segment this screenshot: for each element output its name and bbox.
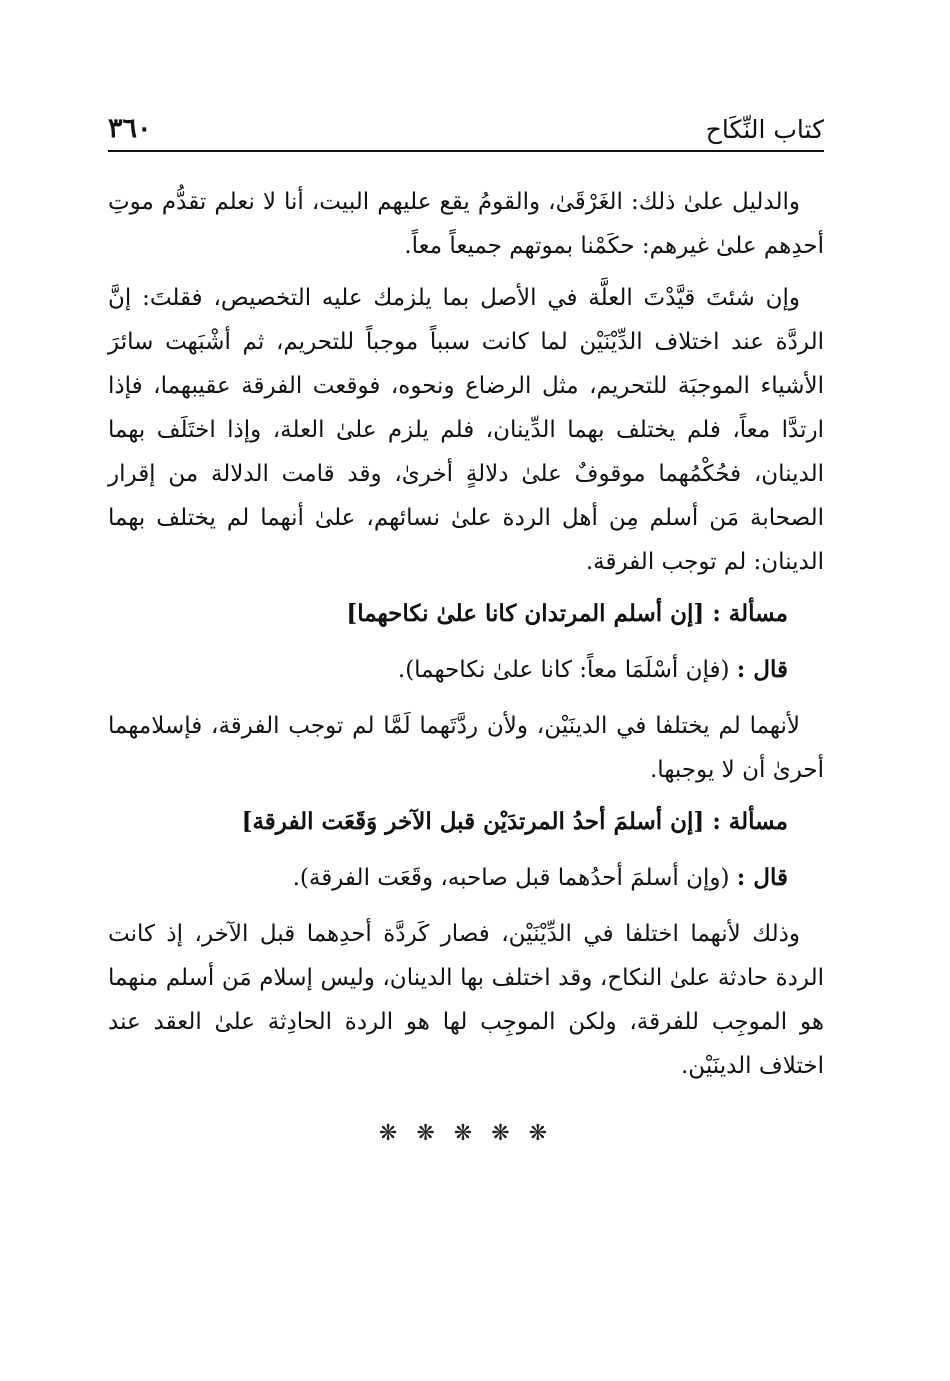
quote-text: (فإن أسْلَمَا معاً: كانا علىٰ نكاحهما). xyxy=(397,657,730,683)
quote-label: قال : xyxy=(736,864,788,891)
book-page xyxy=(108,100,824,1156)
issue-heading-2 xyxy=(108,800,824,844)
issue-label: مسألة : xyxy=(712,600,788,627)
issue-title: [إن أسلمَ أحدُ المرتدَيْن قبل الآخر وَقَعَت الفرقة] xyxy=(241,808,705,835)
quote-1 xyxy=(108,648,824,692)
quote-label: قال : xyxy=(736,656,788,683)
page-header xyxy=(108,100,824,152)
page-number: ٣٦٠ xyxy=(108,113,152,144)
issue-label: مسألة : xyxy=(712,808,788,835)
running-title: كتاب النِّكَاح xyxy=(705,115,824,144)
quote-text: (وإن أسلمَ أحدُهما قبل صاحبه، وقَعَت الفرقة). xyxy=(292,865,730,891)
page-body xyxy=(108,180,824,1156)
paragraph-evidence: والدليل علىٰ ذلك: الغَرْقَىٰ، والقومُ يقع عليهم البيت، أنا لا نعلم تقدُّم موتِ أحدِهم علىٰ غيرهم: حكَمْنا بموتهم جميعاً معاً. xyxy=(108,189,824,259)
issue-title: [إن أسلم المرتدان كانا علىٰ نكاحهما] xyxy=(346,600,705,627)
paragraph-explanation-2: وذلك لأنهما اختلفا في الدِّيْنَيْن، فصار كَردَّة أحدِهما قبل الآخر، إذ كانت الردة حادثة علىٰ النكاح، وقد اختلف بها الدينان، وليس إسلام مَن أسلم منهما هو الموجِب للفرقة، ولكن الموجِب لها هو الردة الحادِثة علىٰ العقد عند اختلاف الدينَيْن. xyxy=(108,921,824,1079)
paragraph-explanation-1: لأنهما لم يختلفا في الدينَيْن، ولأن ردَّتَهما لَمَّا لم توجب الفرقة، فإسلامهما أحرىٰ أن لا يوجبها. xyxy=(108,713,824,783)
issue-heading-1 xyxy=(108,592,824,636)
section-divider-stars: ❋ ❋ ❋ ❋ ❋ xyxy=(378,1121,554,1146)
paragraph-qualification: وإن شئتَ قيَّدْتَ العلَّة في الأصل بما يلزمك عليه التخصيص، فقلتَ: إنَّ الردَّة عند اختلاف الدِّيْنَيْن لما كانت سبباً موجباً للتحريم، ثم أشْبَهت سائرَ الأشياء الموجبَة للتحريم، مثل الرضاع ونحوه، فوقعت الفرقة عقيبهما، فإذا ارتدَّا معاً، فلم يختلف بهما الدِّينان، فلم يلزم علىٰ العلة، وإذا اختَلَف بهما الدينان، فحُكْمُهما موقوفٌ علىٰ دلالةٍ أخرىٰ، وقد قامت الدلالة من إقرار الصحابة مَن أسلم مِن أهل الردة علىٰ نسائهم، علىٰ أنهما لم يختلف بهما الدينان: لم توجب الفرقة. xyxy=(108,285,824,575)
quote-2 xyxy=(108,856,824,900)
